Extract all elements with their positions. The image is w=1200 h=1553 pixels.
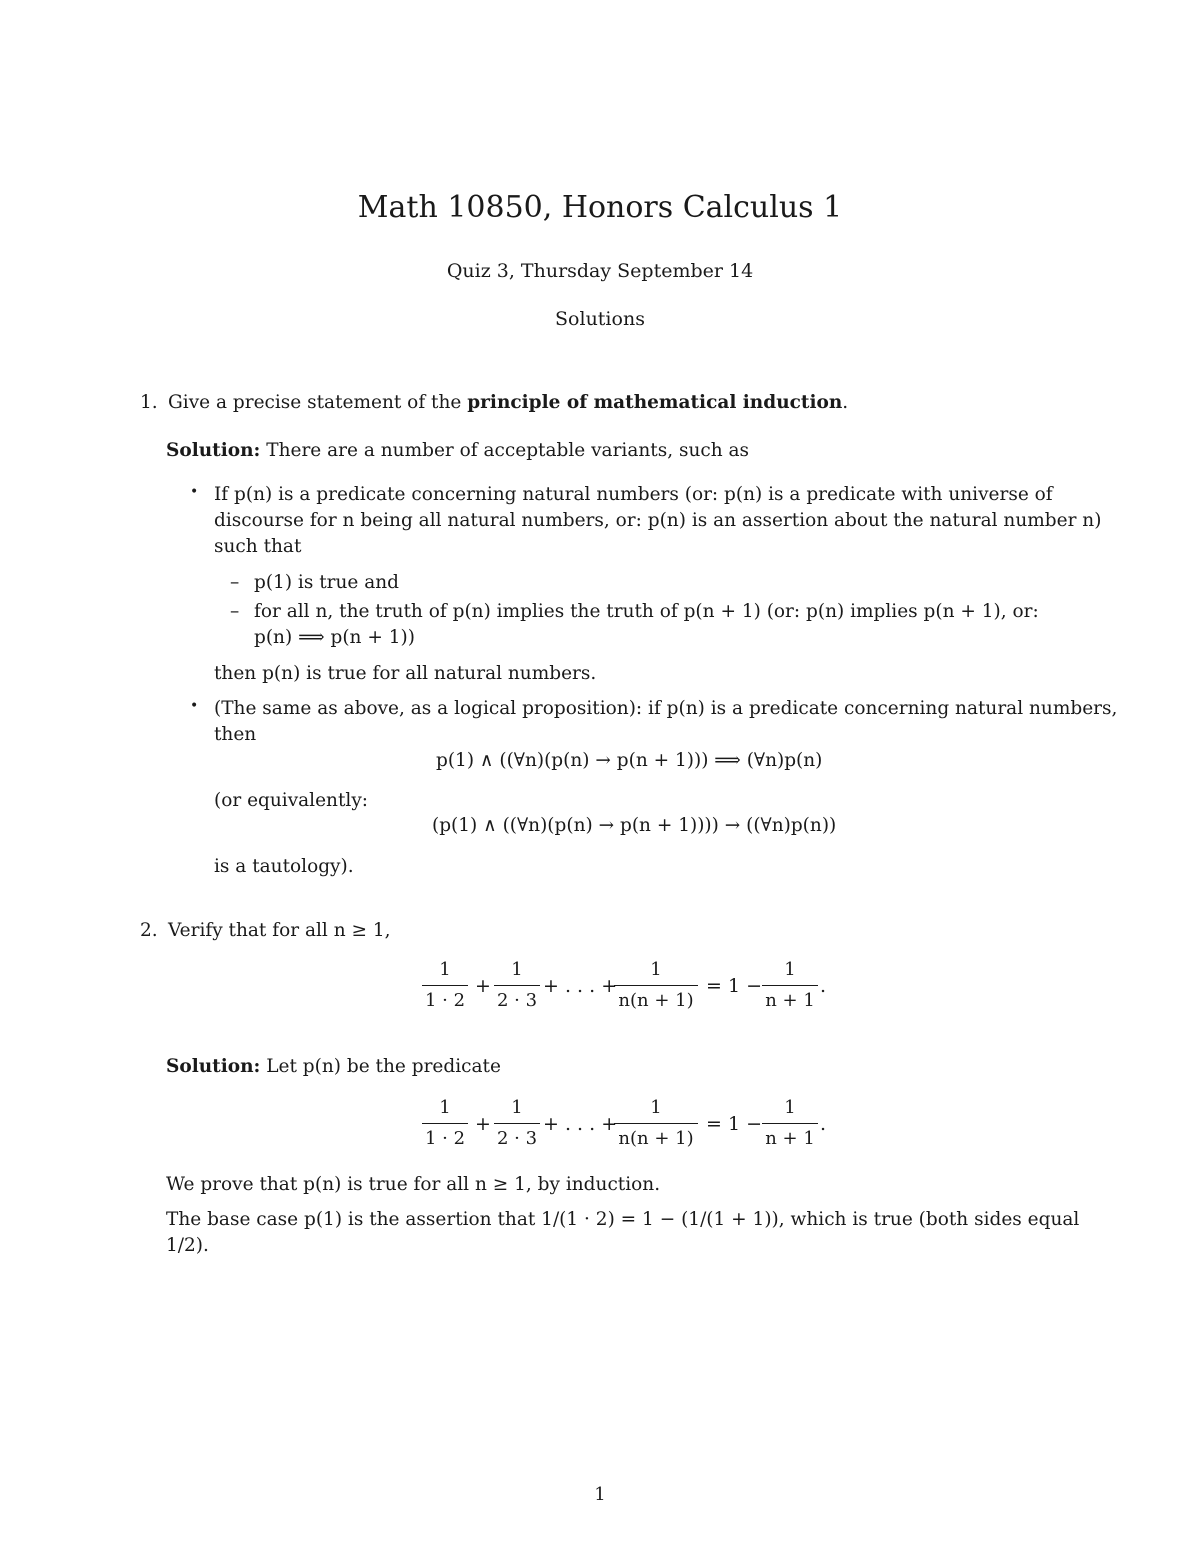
bullet1-conclusion: then p(n) is true for all natural numbers. [214, 663, 597, 684]
bullet-icon: • [190, 484, 199, 500]
plus-ellipsis: + . . . + [543, 975, 618, 997]
equals-sign: = 1 − [706, 975, 763, 997]
fraction [494, 958, 540, 1013]
numerator: 1 [784, 1097, 796, 1118]
numerator: 1 [511, 959, 523, 980]
denominator: 2 · 3 [496, 990, 538, 1011]
plus-sign: + [475, 975, 491, 997]
base-case-line1: The base case p(1) is the assertion that 1/(1 · 2) = 1 − (1/(1 + 1)), which is true (both sides equal [166, 1209, 1080, 1230]
denominator: n(n + 1) [618, 990, 694, 1011]
bullet2-line1: (The same as above, as a logical proposition): if p(n) is a predicate concerning natural numbers, [214, 698, 1118, 719]
denominator: 1 · 2 [424, 990, 466, 1011]
proof-statement: We prove that p(n) is true for all n ≥ 1, by induction. [166, 1174, 661, 1195]
question-1-text [168, 390, 848, 416]
denominator: n + 1 [765, 990, 815, 1011]
q2-solution-label: Solution: [166, 1056, 261, 1077]
question-1-text-b: . [842, 392, 849, 413]
question-1-keyterm: principle of mathematical induction [467, 392, 843, 413]
denominator: n(n + 1) [618, 1128, 694, 1149]
sum-equation [0, 958, 1200, 1018]
bullet2-closing: is a tautology). [214, 856, 354, 877]
numerator: 1 [439, 1097, 451, 1118]
base-case-line2: 1/2). [166, 1235, 209, 1256]
plus-ellipsis: + . . . + [543, 1113, 618, 1135]
fraction [494, 1096, 540, 1151]
numerator: 1 [650, 1097, 662, 1118]
denominator: 1 · 2 [424, 1128, 466, 1149]
q2-solution-text: Let p(n) be the predicate [260, 1056, 501, 1077]
fraction [614, 1096, 698, 1151]
bullet2-equiv-label: (or equivalently: [214, 790, 368, 811]
formula-2: (p(1) ∧ ((∀n)(p(n) → p(n + 1)))) → ((∀n)p(n)) [432, 815, 837, 836]
numerator: 1 [511, 1097, 523, 1118]
denominator: 2 · 3 [496, 1128, 538, 1149]
bullet1-line2: discourse for n being all natural numbers, or: p(n) is an assertion about the natural number n) [214, 510, 1102, 531]
q1-solution-intro [166, 438, 749, 464]
question-2-number: 2. [140, 920, 158, 941]
bullet1-sub1: p(1) is true and [254, 572, 400, 593]
fraction [614, 958, 698, 1013]
denominator: n + 1 [765, 1128, 815, 1149]
bullet1-line1: If p(n) is a predicate concerning natural numbers (or: p(n) is a predicate with universe of [214, 484, 1053, 505]
fraction [422, 1096, 468, 1151]
question-1-number: 1. [140, 392, 158, 413]
period: . [820, 1113, 827, 1135]
bullet2-line2: then [214, 724, 257, 745]
equals-sign: = 1 − [706, 1113, 763, 1135]
fraction [422, 958, 468, 1013]
numerator: 1 [439, 959, 451, 980]
question-2-statement: Verify that for all n ≥ 1, [168, 920, 391, 941]
bullet1-sub2-line1: for all n, the truth of p(n) implies the truth of p(n + 1) (or: p(n) implies p(n + 1), or: [254, 601, 1039, 622]
fraction [762, 958, 818, 1013]
bullet1-sub2-line2: p(n) ⟹ p(n + 1)) [254, 627, 415, 648]
predicate-equation [0, 1096, 1200, 1156]
q1-solution-label: Solution: [166, 440, 261, 461]
question-1-text-a: Give a precise statement of the [168, 392, 468, 413]
dash-icon: – [230, 572, 240, 593]
period: . [820, 975, 827, 997]
q1-solution-text: There are a number of acceptable variants, such as [260, 440, 750, 461]
dash-icon: – [230, 601, 240, 622]
numerator: 1 [650, 959, 662, 980]
plus-sign: + [475, 1113, 491, 1135]
page-number: 1 [594, 1484, 606, 1505]
page-title: Math 10850, Honors Calculus 1 [357, 190, 843, 225]
q2-solution-intro [166, 1054, 501, 1080]
formula-1: p(1) ∧ ((∀n)(p(n) → p(n + 1))) ⟹ (∀n)p(n) [436, 750, 823, 771]
bullet-icon: • [190, 698, 199, 714]
bullet1-line3: such that [214, 536, 302, 557]
fraction [762, 1096, 818, 1151]
quiz-subtitle: Quiz 3, Thursday September 14 [446, 260, 754, 282]
numerator: 1 [784, 959, 796, 980]
solutions-heading: Solutions [555, 308, 645, 330]
